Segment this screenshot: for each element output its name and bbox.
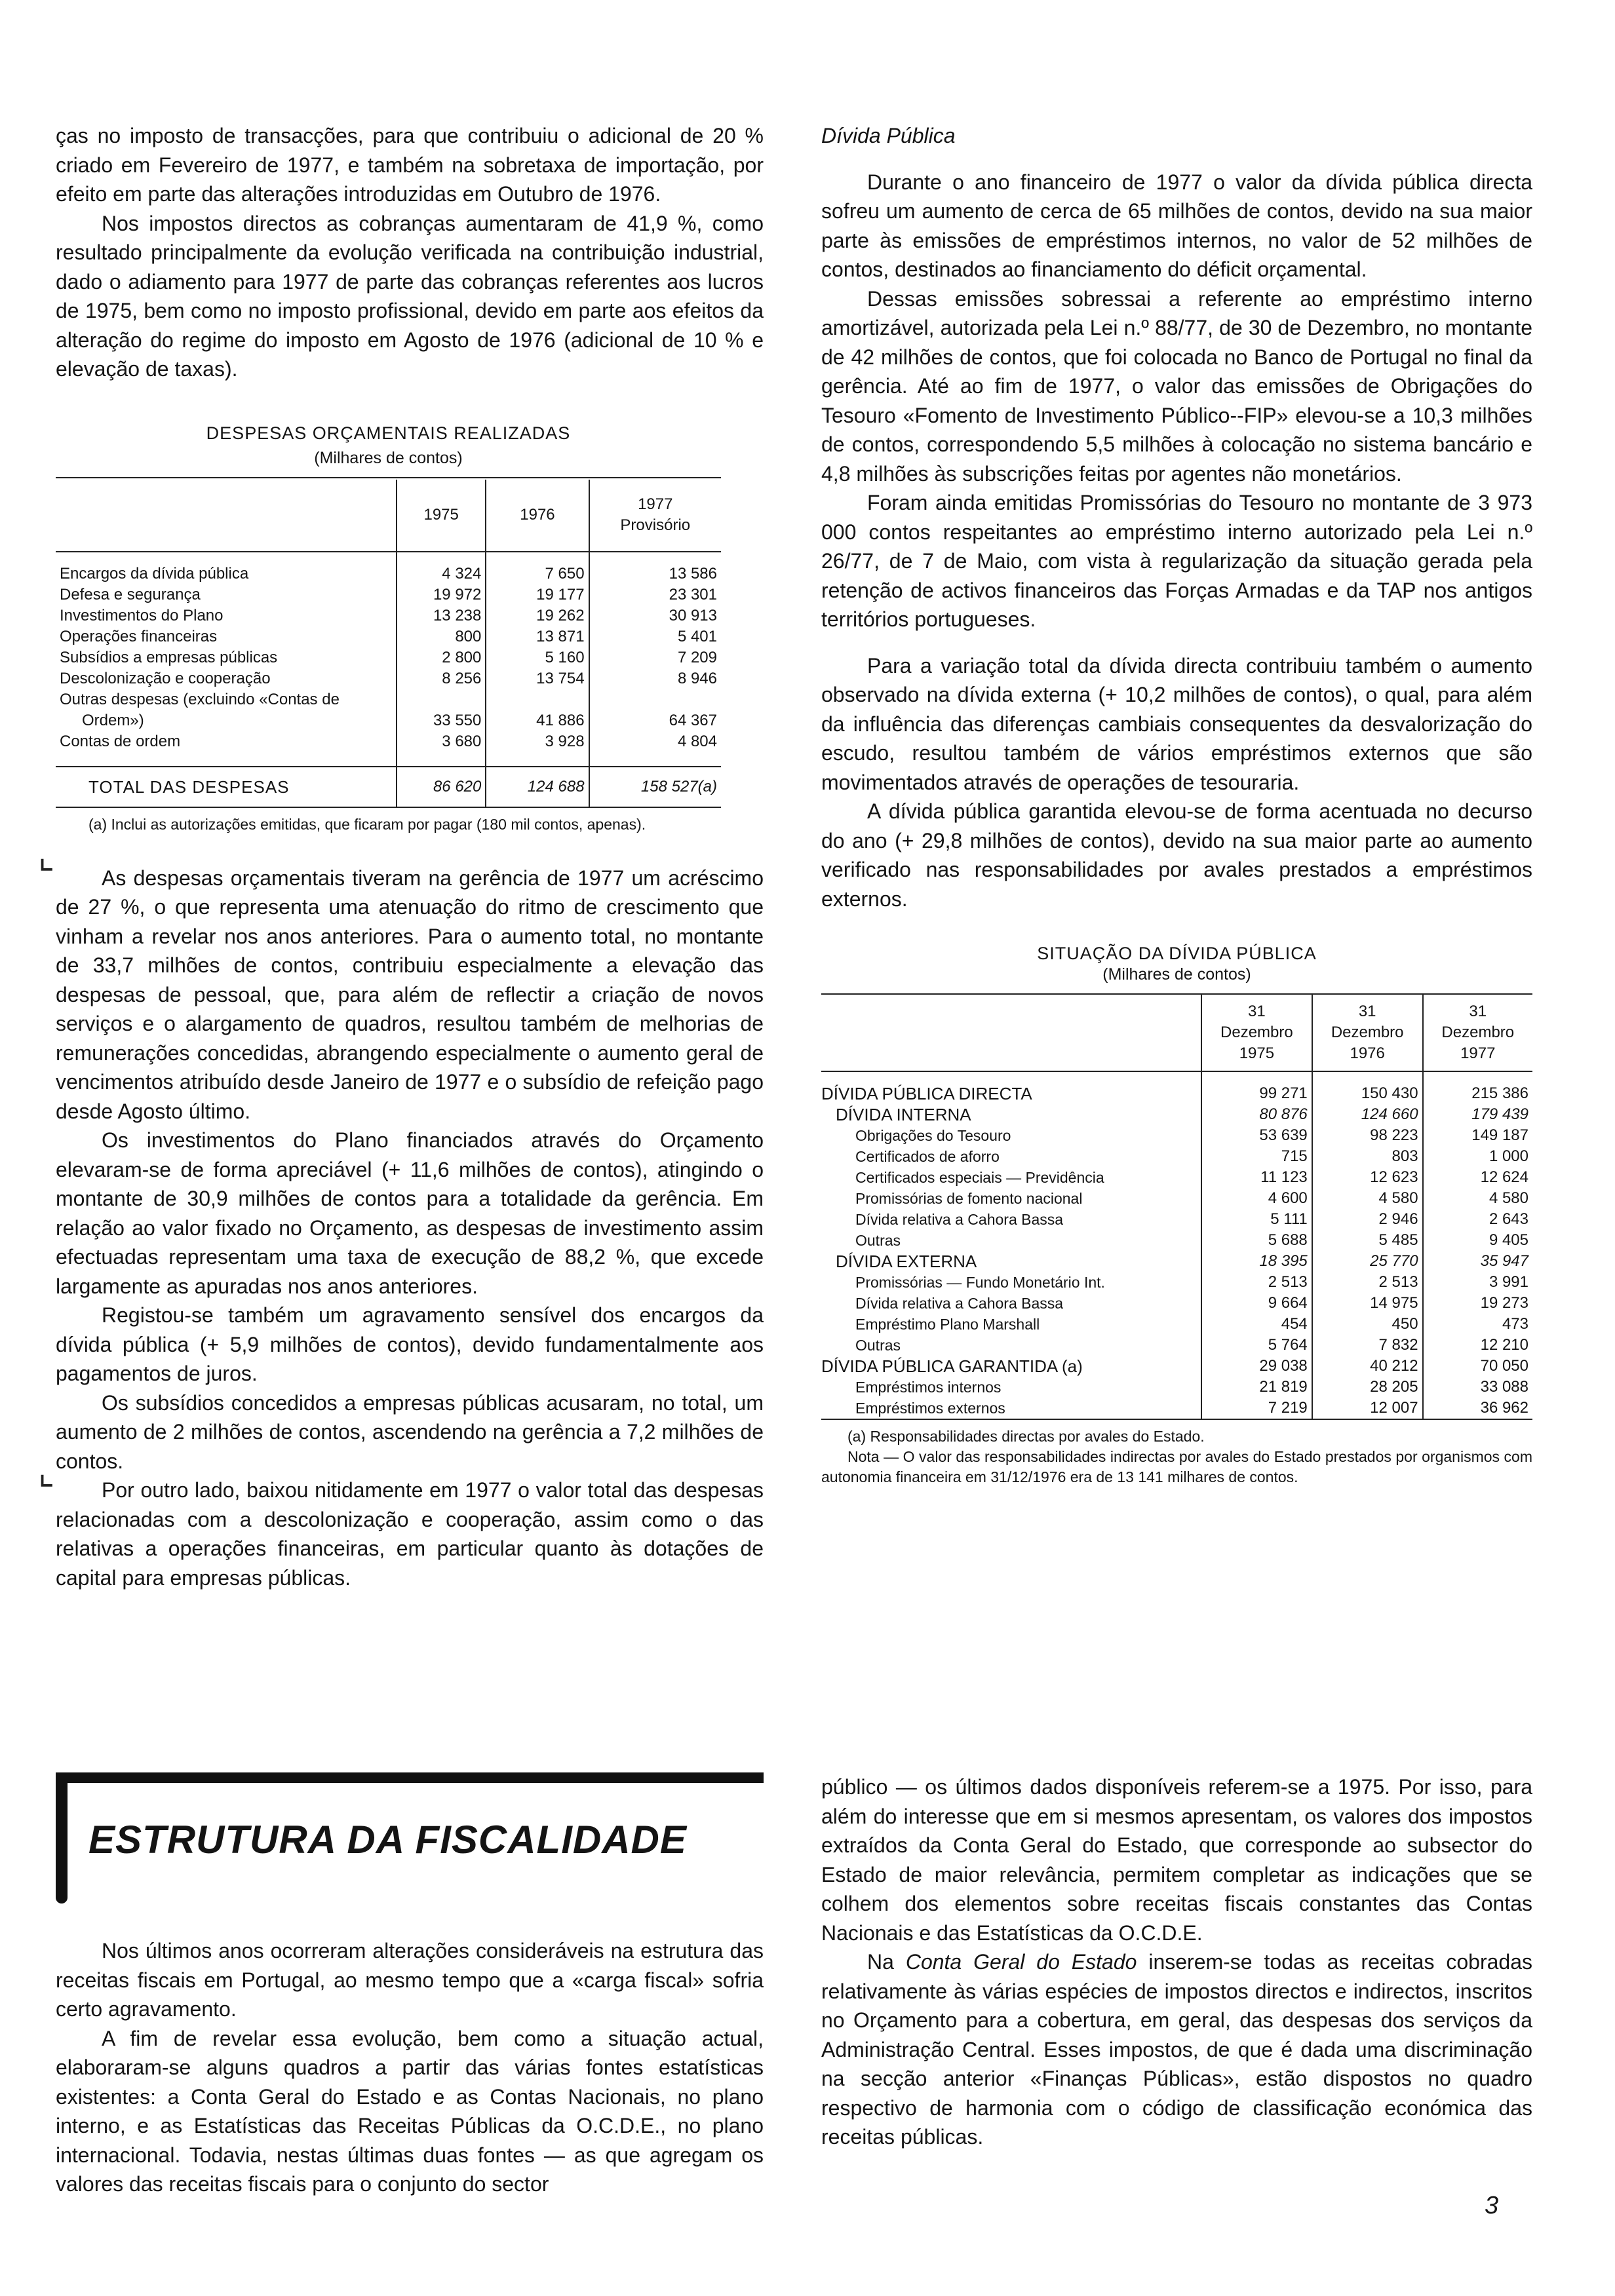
paragraph: Nos impostos directos as cobranças aumentaram de 41,9 %, como resultado principalmente da evolução verificada na contribuição industrial, dado o adiamento para 1977 de parte das cobranças referentes aos lucros de 1975, bem como no imposto profissional, devido em parte aos efeitos da alteração do regime do imposto em Agosto de 1976 (adicional de 10 % e elevação de taxas). (56, 211, 764, 381)
despesas-table-block (56, 423, 764, 835)
table-row (821, 1335, 1532, 1356)
cell-1976: 803 (1312, 1146, 1423, 1167)
row-label: Certificados especiais — Previdência (855, 1169, 1104, 1186)
table-row (56, 564, 721, 584)
table-row (821, 1230, 1532, 1251)
cell-1977: 179 439 (1423, 1104, 1532, 1125)
paragraph: Dessas emissões sobressai a referente ao empréstimo interno amortizável, autorizada pela Lei n.º 88/77, de 30 de Dezembro, no montante de 42 milhões de contos, que foi colocada no Banco de Portugal no final da gerência. Até ao fim de 1977, o valor das emissões de Obrigações do Tesouro «Fomento de Investimento Público--FIP» elevou-se a 10,3 milhões de contos, correspondendo 5,5 milhões à colocação no sistema bancário e 4,8 milhões às subscrições feitas por agentes não monetários. (821, 286, 1532, 486)
cell-1977 (589, 689, 721, 710)
cell-1977: 36 962 (1423, 1398, 1532, 1419)
table-row (56, 605, 721, 626)
cell-1975: 53 639 (1201, 1125, 1312, 1146)
cell-1977: 4 804 (589, 731, 721, 752)
cell-1976: 13 754 (486, 668, 589, 689)
row-label: Contas de ordem (60, 732, 181, 750)
paragraph: ças no imposto de transacções, para que contribuiu o adicional de 20 % criado em Fevereiro de 1977, e também na sobretaxa de importação, por efeito em parte das alterações introduzidas em Outubro de 1976. (56, 124, 764, 206)
row-label: Promissórias — Fundo Monetário Int. (855, 1274, 1105, 1291)
col-header: 31 Dezembro 1977 (1423, 995, 1532, 1071)
cell-1975: 4 600 (1201, 1188, 1312, 1209)
paragraph: Durante o ano financeiro de 1977 o valor da dívida pública directa sofreu um aumento de cerca de 65 milhões de contos, devido na sua maior parte às emissões de empréstimos internos, no valor de 52 milhões de contos, destinados ao financiamento do déficit orçamental. (821, 170, 1532, 281)
cell-1977: 23 301 (589, 584, 721, 605)
row-label: DÍVIDA PÚBLICA DIRECTA (821, 1084, 1032, 1103)
paragraph: As despesas orçamentais tiveram na gerência de 1977 um acréscimo de 27 %, o que representa uma atenuação do ritmo de crescimento que vinham a revelar nos anos anteriores. Para o aumento total, no montante de 33,7 milhões de contos, contribuiu especialmente a elevação das despesas de pessoal, que, para além de reflectir a criação de novos serviços e o alargamento de quadros, resultou também de melhorias de remunerações concedidas, abrangendo especialmente o aumento geral de vencimentos atribuído desde Janeiro de 1977 e o subsídio de refeição pago desde Agosto último. (56, 866, 764, 1123)
row-label: Certificados de aforro (855, 1148, 1000, 1165)
table-row (56, 584, 721, 605)
cell-1976: 3 928 (486, 731, 589, 752)
cell-1975: 80 876 (1201, 1104, 1312, 1125)
paragraph: Nos últimos anos ocorreram alterações consideráveis na estrutura das receitas fiscais em Portugal, ao mesmo tempo que a «carga fiscal» sofria certo agravamento. (56, 1939, 764, 2021)
cell-1975: 454 (1201, 1314, 1312, 1335)
row-label: Ordem») (82, 711, 144, 729)
cell-1975: 2 800 (397, 647, 486, 668)
table-row (821, 1209, 1532, 1230)
cell-1977: 8 946 (589, 668, 721, 689)
cell-1976: 12 007 (1312, 1398, 1423, 1419)
section-heading: ESTRUTURA DA FISCALIDADE (88, 1818, 687, 1862)
cell-1976: 19 262 (486, 605, 589, 626)
cell-1975: 7 219 (1201, 1398, 1312, 1419)
left-column (56, 121, 764, 1592)
row-label: Outras (855, 1337, 901, 1354)
table-row (56, 689, 721, 710)
cell-1976: 7 650 (486, 564, 589, 584)
col-header: 31 Dezembro 1976 (1312, 995, 1423, 1071)
paragraph: Para a variação total da dívida directa contribuiu também o aumento observado na dívida externa (+ 10,2 milhões de contos), o qual, para além da influência das diferenças cambiais consequentes da desvalorização do escudo, resultou também de vários empréstimos externos que são movimentados através de operações de tesouraria. (821, 653, 1532, 794)
table-row (821, 1314, 1532, 1335)
table-row (56, 710, 721, 731)
cell-1977: 33 088 (1423, 1377, 1532, 1398)
cell-1975: 21 819 (1201, 1377, 1312, 1398)
cell-1977: 30 913 (589, 605, 721, 626)
col-header: 31 Dezembro 1975 (1201, 995, 1312, 1071)
estrutura-section (56, 1772, 764, 2199)
cell-1976: 40 212 (1312, 1356, 1423, 1377)
table-row (821, 1293, 1532, 1314)
paragraph: A dívida pública garantida elevou-se de forma acentuada no decurso do ano (+ 29,8 milhões de contos), devido na sua maior parte ao aumento verificado nas responsabilidades por avales prestados a empréstimos externos. (821, 799, 1532, 911)
cell-1975: 29 038 (1201, 1356, 1312, 1377)
cell-1976: 14 975 (1312, 1293, 1423, 1314)
table-footnote: (a) Responsabilidades directas por avales do Estado. (847, 1428, 1205, 1445)
cell-1975: 11 123 (1201, 1167, 1312, 1188)
cell-1977: 5 401 (589, 626, 721, 647)
cell-1977: 12 210 (1423, 1335, 1532, 1356)
row-label: Promissórias de fomento nacional (855, 1190, 1083, 1207)
divida-table (821, 995, 1532, 1419)
row-label: Operações financeiras (60, 627, 218, 645)
cell-1975: 715 (1201, 1146, 1312, 1167)
table-title: SITUAÇÃO DA DÍVIDA PÚBLICA (1037, 944, 1317, 963)
cell-1976: 13 871 (486, 626, 589, 647)
table-row (821, 1167, 1532, 1188)
table-row (821, 1146, 1532, 1167)
scan-mark: ⌞ (38, 835, 55, 877)
section-heading-frame (56, 1772, 764, 1910)
cell-1975: 5 688 (1201, 1230, 1312, 1251)
row-label: Empréstimo Plano Marshall (855, 1316, 1040, 1333)
row-label: DÍVIDA EXTERNA (836, 1252, 977, 1271)
row-label: Descolonização e cooperação (60, 669, 271, 687)
col-header: 1975 (397, 480, 486, 552)
table-row (821, 1188, 1532, 1209)
cell-1975: 99 271 (1201, 1083, 1312, 1104)
row-label: Subsídios a empresas públicas (60, 648, 278, 666)
row-label: Investimentos do Plano (60, 606, 224, 624)
row-label: DÍVIDA PÚBLICA GARANTIDA (a) (821, 1356, 1083, 1376)
cell-1975: 4 324 (397, 564, 486, 584)
right-column-bottom (821, 1772, 1532, 2152)
table-subtitle: (Milhares de contos) (1102, 965, 1251, 984)
paragraph: A fim de revelar essa evolução, bem como a situação actual, elaboraram-se alguns quadros a partir das várias fontes estatísticas existentes: a Conta Geral do Estado e as Contas Nacionais, no plano interno, e as Estatísticas das Receitas Públicas da O.C.D.E., no plano internacional. Todavia, nestas últimas duas fontes — as que agregam os valores das receitas fiscais para o conjunto do sector (56, 2026, 764, 2196)
paragraph: Os investimentos do Plano financiados através do Orçamento elevaram-se de forma apreciável (+ 11,6 milhões de contos), atingindo o montante de 30,9 milhões de contos para a totalidade da gerência. Em relação ao valor fixado no Orçamento, as despesas de investimento assim efectuadas representam uma taxa de execução de 88,2 %, que excede largamente as apuradas nos anos anteriores. (56, 1128, 764, 1298)
cell-1976: 150 430 (1312, 1083, 1423, 1104)
table-row (821, 1125, 1532, 1146)
cell-1976: 28 205 (1312, 1377, 1423, 1398)
scan-mark: ⌞ (38, 1451, 55, 1493)
row-label: DÍVIDA INTERNA (836, 1105, 971, 1124)
table-title: DESPESAS ORÇAMENTAIS REALIZADAS (206, 423, 571, 443)
cell-1977: 1 000 (1423, 1146, 1532, 1167)
cell-1977: 3 991 (1423, 1272, 1532, 1293)
cell-1976: 124 660 (1312, 1104, 1423, 1125)
cell-1976: 98 223 (1312, 1125, 1423, 1146)
cell-1976 (486, 689, 589, 710)
cell-1977: 149 187 (1423, 1125, 1532, 1146)
cell-1976: 2 513 (1312, 1272, 1423, 1293)
cell-1977: 2 643 (1423, 1209, 1532, 1230)
table-subtitle: (Milhares de contos) (314, 448, 463, 467)
paragraph: Foram ainda emitidas Promissórias do Tesouro no montante de 3 973 000 contos respeitantes ao empréstimo interno autorizado pela Lei n.º 26/77, de 7 de Maio, com vista à regularização da situação gerada pela retenção de activos financeiros das Forças Armadas e da TAP nos antigos territórios portugueses. (821, 491, 1532, 631)
cell-1975: 8 256 (397, 668, 486, 689)
table-note: Nota — O valor das responsabilidades indirectas por avales do Estado prestados por organismos com autonomia financeira em 31/12/1976 era de 13 141 milhares de contos. (821, 1448, 1532, 1485)
cell-1977: 473 (1423, 1314, 1532, 1335)
cell-1975 (397, 689, 486, 710)
cell-1976: 2 946 (1312, 1209, 1423, 1230)
cell-1976: 41 886 (486, 710, 589, 731)
row-label: Dívida relativa a Cahora Bassa (855, 1295, 1064, 1312)
cell-1976: 450 (1312, 1314, 1423, 1335)
cell-1976: 19 177 (486, 584, 589, 605)
cell-1976: 4 580 (1312, 1188, 1423, 1209)
divida-table-block (821, 944, 1532, 1487)
cell-1977: 7 209 (589, 647, 721, 668)
cell-1977: 215 386 (1423, 1083, 1532, 1104)
table-row (56, 731, 721, 752)
cell-1975: 18 395 (1201, 1251, 1312, 1272)
cell-1975: 2 513 (1201, 1272, 1312, 1293)
cell-1976: 12 623 (1312, 1167, 1423, 1188)
cell-1977: 4 580 (1423, 1188, 1532, 1209)
total-1975: 86 620 (397, 767, 486, 807)
total-row (56, 767, 721, 807)
cell-1975: 3 680 (397, 731, 486, 752)
cell-1975: 800 (397, 626, 486, 647)
row-label: Outras (855, 1232, 901, 1249)
table-footnote: (a) Inclui as autorizações emitidas, que ficaram por pagar (180 mil contos, apenas). (88, 815, 646, 833)
cell-1976: 5 160 (486, 647, 589, 668)
table-row (56, 668, 721, 689)
row-label: Defesa e segurança (60, 585, 201, 603)
cell-1975: 13 238 (397, 605, 486, 626)
section-title: Dívida Pública (821, 124, 956, 147)
paragraph: Registou-se também um agravamento sensível dos encargos da dívida pública (+ 5,9 milhões de contos), devido fundamentalmente aos pagamentos de juros. (56, 1303, 764, 1385)
cell-1976: 25 770 (1312, 1251, 1423, 1272)
table-row (56, 647, 721, 668)
row-label: Obrigações do Tesouro (855, 1127, 1011, 1144)
table-row (56, 626, 721, 647)
right-column (821, 121, 1532, 1487)
col-header: 1976 (486, 480, 589, 552)
row-label: Empréstimos internos (855, 1379, 1002, 1396)
paragraph: Na Conta Geral do Estado inserem-se todas as receitas cobradas relativamente às várias espécies de impostos directos e indirectos, inscritos no Orçamento para a cobertura, em geral, das despesas dos serviços da Administração Central. Esses impostos, de que é dada uma discriminação na secção anterior «Finanças Públicas», estão dispostos no quadro respectivo de harmonia com o código de classificação económica das receitas públicas. (821, 1950, 1533, 2149)
cell-1977: 13 586 (589, 564, 721, 584)
table-row (821, 1083, 1532, 1104)
row-label: Outras despesas (excluindo «Contas de (60, 690, 340, 708)
row-label: Encargos da dívida pública (60, 564, 249, 583)
table-row (821, 1104, 1532, 1125)
cell-1976: 5 485 (1312, 1230, 1423, 1251)
table-row (821, 1377, 1532, 1398)
table-row (821, 1356, 1532, 1377)
cell-1975: 19 972 (397, 584, 486, 605)
cell-1977: 19 273 (1423, 1293, 1532, 1314)
row-label: Dívida relativa a Cahora Bassa (855, 1211, 1064, 1228)
total-1977: 158 527(a) (589, 767, 721, 807)
cell-1977: 35 947 (1423, 1251, 1532, 1272)
cell-1975: 5 111 (1201, 1209, 1312, 1230)
cell-1975: 5 764 (1201, 1335, 1312, 1356)
despesas-table (56, 480, 721, 808)
total-1976: 124 688 (486, 767, 589, 807)
row-label: Empréstimos externos (855, 1400, 1005, 1417)
cell-1977: 9 405 (1423, 1230, 1532, 1251)
table-row (821, 1251, 1532, 1272)
cell-1976: 7 832 (1312, 1335, 1423, 1356)
paragraph: público — os últimos dados disponíveis referem-se a 1975. Por isso, para além do interesse que em si mesmos apresentam, os valores dos impostos extraídos da Conta Geral do Estado, que corresponde ao subsector do Estado de maior relevância, permitem completar as indicações que se colhem dos elementos sobre receitas fiscais constantes das Contas Nacionais e das Estatísticas da O.C.D.E. (821, 1775, 1532, 1945)
total-label: TOTAL DAS DESPESAS (88, 776, 290, 797)
cell-1977: 70 050 (1423, 1356, 1532, 1377)
cell-1977: 64 367 (589, 710, 721, 731)
table-row (821, 1272, 1532, 1293)
col-header: 1977 Provisório (589, 480, 721, 552)
paragraph: Por outro lado, baixou nitidamente em 1977 o valor total das despesas relacionadas com a descolonização e cooperação, assim como o das relativas a operações financeiras, em particular quanto às dotações de capital para empresas públicas. (56, 1478, 764, 1590)
cell-1977: 12 624 (1423, 1167, 1532, 1188)
page-number: 3 (1485, 2192, 1499, 2219)
table-row (821, 1398, 1532, 1419)
cell-1975: 9 664 (1201, 1293, 1312, 1314)
cell-1975: 33 550 (397, 710, 486, 731)
paragraph: Os subsídios concedidos a empresas públicas acusaram, no total, um aumento de 2 milhões de contos, ascendendo na gerência a 7,2 milhões de contos. (56, 1390, 764, 1473)
